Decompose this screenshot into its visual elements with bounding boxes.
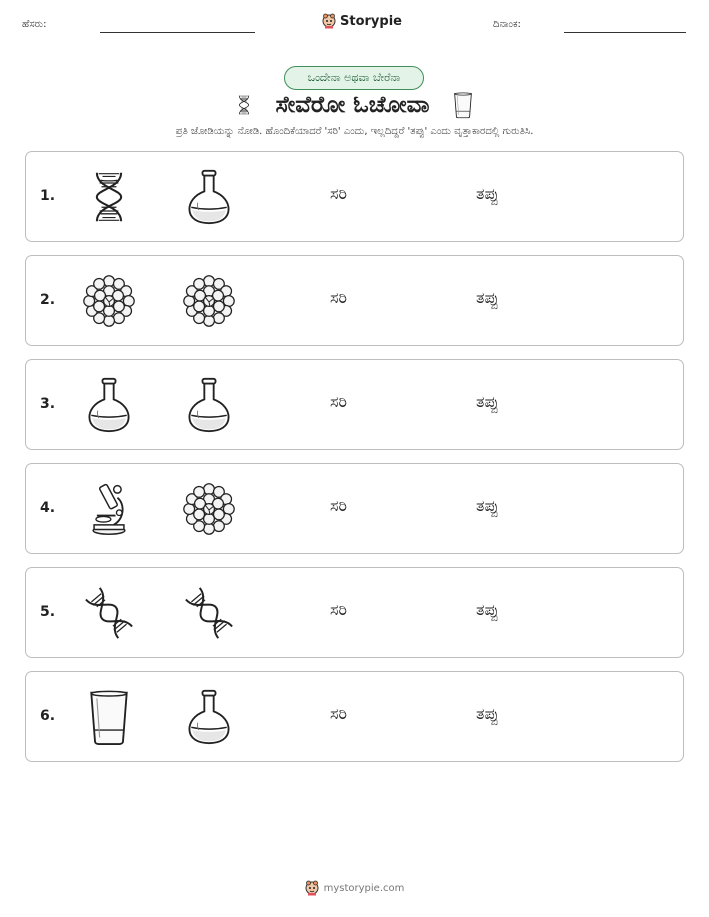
name-field-line[interactable]: [100, 32, 255, 33]
storypie-logo-icon: [305, 880, 319, 896]
true-option[interactable]: ಸರಿ: [330, 288, 347, 307]
question-row: [25, 359, 684, 450]
instructions: ಪ್ರತಿ ಜೋಡಿಯನ್ನು ನೋಡಿ. ಹೊಂದಿಕೆಯಾದರೆ 'ಸರಿ' ಎಂದು, ಇಲ್ಲದಿದ್ದರೆ 'ತಪ್ಪು' ಎಂದು ವೃತ್ತಾಕಾರದಲ್ಲಿ ಗುರುತಿಸಿ.: [175, 126, 534, 137]
question-row: [25, 567, 684, 658]
false-option[interactable]: ತಪ್ಪು: [476, 288, 499, 307]
true-option[interactable]: ಸರಿ: [330, 392, 347, 411]
dna-tilted-icon: [82, 585, 136, 641]
cell-icon: [182, 273, 236, 329]
worksheet-type-badge: ಒಂದೇನಾ ಅಥವಾ ಬೇರೆನಾ: [284, 66, 424, 90]
false-option[interactable]: ತಪ್ಪು: [476, 600, 499, 619]
brand: [322, 13, 402, 29]
question-number: 6.: [40, 708, 56, 724]
brand-name: Storypie: [340, 13, 402, 29]
flask-icon: [82, 377, 136, 433]
page-title: ಸೇವೆರೋ ಓಚೋವಾ: [275, 92, 430, 118]
true-option[interactable]: ಸರಿ: [330, 184, 347, 203]
beaker-icon: [452, 89, 474, 121]
question-row: [25, 255, 684, 346]
question-number: 3.: [40, 396, 56, 412]
question-row: [25, 463, 684, 554]
beaker-icon: [82, 689, 136, 745]
false-option[interactable]: ತಪ್ಪು: [476, 496, 499, 515]
flask-icon: [182, 689, 236, 745]
cell-icon: [82, 273, 136, 329]
question-number: 1.: [40, 188, 56, 204]
question-row: [25, 151, 684, 242]
false-option[interactable]: ತಪ್ಪು: [476, 704, 499, 723]
dna-tilted-icon: [182, 585, 236, 641]
title-row: [0, 88, 709, 122]
false-option[interactable]: ತಪ್ಪು: [476, 184, 499, 203]
footer: [0, 880, 709, 896]
date-label: ದಿನಾಂಕ:: [493, 19, 521, 30]
question-number: 4.: [40, 500, 56, 516]
dna-icon: [235, 90, 253, 120]
flask-icon: [182, 169, 236, 225]
question-number: 5.: [40, 604, 56, 620]
storypie-logo-icon: [322, 13, 336, 29]
microscope-icon: [82, 481, 136, 537]
question-row: [25, 671, 684, 762]
dna-icon: [82, 169, 136, 225]
footer-url: mystorypie.com: [323, 882, 405, 894]
question-number: 2.: [40, 292, 56, 308]
true-option[interactable]: ಸರಿ: [330, 496, 347, 515]
name-label: ಹೆಸರು:: [22, 19, 47, 30]
cell-icon: [182, 481, 236, 537]
true-option[interactable]: ಸರಿ: [330, 600, 347, 619]
false-option[interactable]: ತಪ್ಪು: [476, 392, 499, 411]
true-option[interactable]: ಸರಿ: [330, 704, 347, 723]
date-field-line[interactable]: [564, 32, 686, 33]
flask-icon: [182, 377, 236, 433]
